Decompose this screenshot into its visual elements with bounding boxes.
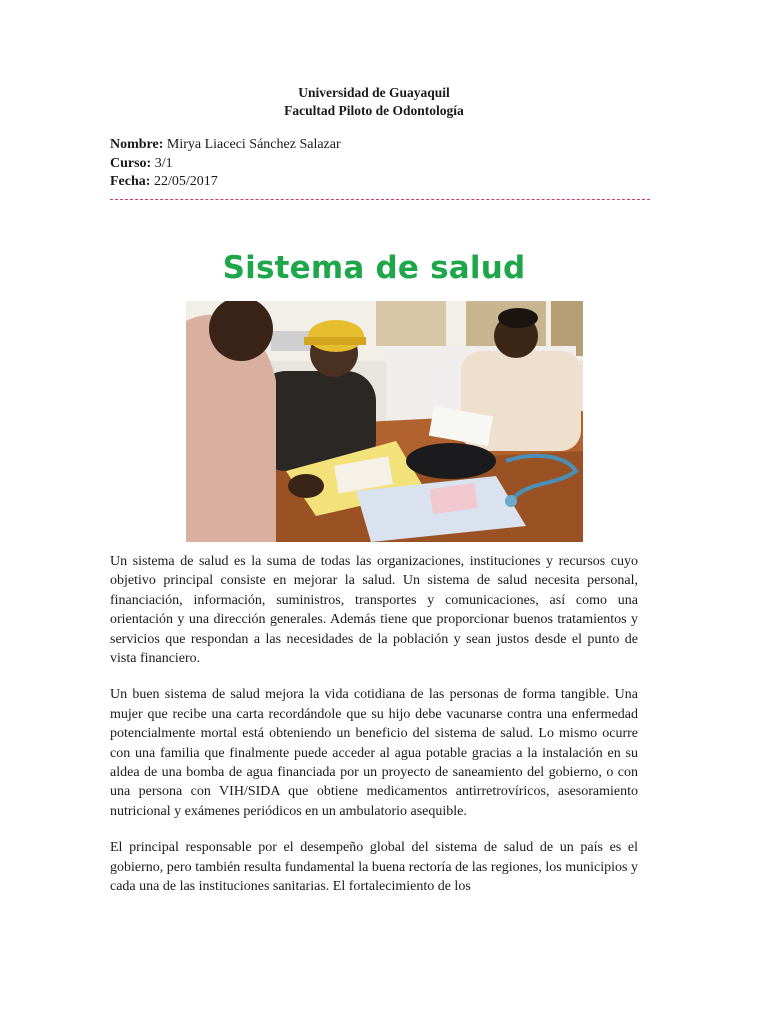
paragraph: El principal responsable por el desempeño global del sistema de salud de un país es el gobierno, pero también resulta fundamental la buena rectoría de las regiones, los municipios y cada una de las instituciones sanitarias. El fortalecimiento de los <box>110 840 638 895</box>
date-line <box>110 173 638 192</box>
name-line <box>110 136 638 155</box>
name-value: Mirya Liaceci Sánchez Salazar <box>166 137 341 152</box>
course-line <box>110 155 638 174</box>
course-label: Curso: <box>110 155 152 171</box>
article-body <box>110 552 638 914</box>
student-info <box>110 136 638 192</box>
paragraph: Un sistema de salud es la suma de todas las organizaciones, instituciones y recursos cuyo objetivo principal consiste en mejorar la salud. Un sistema de salud necesita personal, financiación, información, suministros, transportes y comunicaciones, así como una orientación y una dirección generales. Además tiene que proporcionar buenos tratamientos y servicios que respondan a las necesidades de la población y sean justos desde el punto de vista financiero. <box>110 554 638 667</box>
course-value: 3/1 <box>154 155 173 171</box>
page-title: Sistema de salud <box>222 249 526 286</box>
photo-illustration <box>186 301 583 542</box>
university-name: Universidad de Guayaquil <box>298 85 450 100</box>
health-meeting-photo <box>186 301 583 542</box>
faculty-name: Facultad Piloto de Odontología <box>284 103 464 118</box>
paragraph: Un buen sistema de salud mejora la vida cotidiana de las personas de forma tangible. Una mujer que recibe una carta recordándole que su hijo debe vacunarse contra una enfermedad potencialmente mortal está obteniendo un beneficio del sistema de salud. Lo mismo ocurre con una familia que finalmente puede acceder al agua potable gracias a la instalación en su aldea de una bomba de agua financiada por un proyecto de saneamiento del gobierno, o con una persona con VIH/SIDA que obtiene medicamentos antirretrovíricos, asesoramiento nutricional y exámenes periódicos en un ambulatorio asequible. <box>110 687 638 819</box>
document-header-block <box>110 84 638 286</box>
name-label: Nombre: <box>110 137 164 152</box>
date-label: Fecha: <box>110 174 151 189</box>
date-value: 22/05/2017 <box>153 174 218 189</box>
dashed-divider <box>110 199 650 200</box>
